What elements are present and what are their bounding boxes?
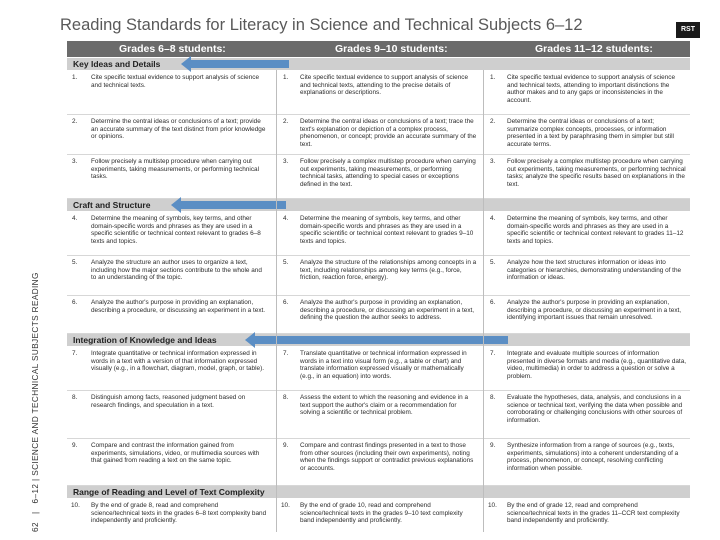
cell-grades-6-8: Determine the meaning of symbols, key terms, and other domain-specific words and phrases as they are used in a specific scientific or technical context relevant to grades 6–8 texts and topics.: [91, 215, 261, 245]
standard-number: 5.: [490, 259, 496, 266]
standard-number: 6.: [72, 299, 78, 306]
standard-number: 4.: [283, 215, 289, 222]
section-band-range-of-reading: [67, 486, 690, 498]
standard-number: 6.: [283, 299, 289, 306]
cell-grades-11-12: Cite specific textual evidence to support analysis of science and technical texts, attending to important distinctions the author makes and to any gaps or inconsistencies in the account.: [507, 74, 676, 104]
standard-number: 9.: [283, 442, 289, 449]
side-divider: |: [31, 506, 40, 520]
table-row: [67, 498, 690, 532]
cell-grades-6-8: Compare and contrast the information gained from experiments, simulations, video, or multimedia sources with that gained from reading a text on the same topic.: [91, 442, 260, 465]
table-row: [67, 438, 690, 486]
cell-grades-11-12: Evaluate the hypotheses, data, analysis, and conclusions in a science or technical text, verifying the data when possible and corroborating or challenging conclusions with other sources of information.: [507, 394, 683, 424]
standard-number: 1.: [283, 74, 289, 81]
cell-grades-9-10: Follow precisely a complex multistep procedure when carrying out experiments, taking measurements, or performing technical tasks, attending to special cases or exceptions defined in the text.: [300, 158, 476, 188]
cell-grades-11-12: By the end of grade 12, read and comprehend science/technical texts in the grades 11–CCR text complexity band independently and proficiently.: [507, 502, 680, 525]
cell-grades-9-10: By the end of grade 10, read and comprehend science/technical texts in the grades 9–10 text complexity band independently and proficiently.: [300, 502, 463, 525]
section-title: Range of Reading and Level of Text Complexity: [73, 487, 265, 497]
table-row: [67, 255, 690, 296]
standard-number: 2.: [283, 118, 289, 125]
cell-grades-11-12: Analyze the author's purpose in providing an explanation, describing a procedure, or discussing an experiment in a text, identifying important issues that remain unresolved.: [507, 299, 682, 322]
standard-number: 2.: [490, 118, 496, 125]
table-row: [67, 70, 690, 115]
section-band-craft-structure: [67, 199, 690, 211]
standard-number: 8.: [72, 394, 78, 401]
page-header: [60, 14, 700, 38]
column-header-9-10: Grades 9–10 students:: [335, 43, 448, 55]
side-section-label: 6–12 | SCIENCE AND TECHNICAL SUBJECTS READING: [31, 272, 40, 504]
cell-grades-9-10: Determine the central ideas or conclusions of a text; trace the text's explanation or depiction of a complex process, phenomenon, or concept; provide an accurate summary of the text.: [300, 118, 477, 148]
standard-number: 6.: [490, 299, 496, 306]
standard-number: 10.: [281, 502, 290, 509]
rst-badge: RST: [676, 22, 700, 38]
cell-grades-11-12: Determine the meaning of symbols, key terms, and other domain-specific words and phrases as they are used in a specific scientific or technical context relevant to grades 11–12 texts and topics.: [507, 215, 684, 245]
cell-grades-11-12: Follow precisely a complex multistep procedure when carrying out experiments, taking measurements, or performing technical tasks; analyze the specific results based on explanations in the text.: [507, 158, 686, 188]
cell-grades-6-8: Follow precisely a multistep procedure when carrying out experiments, taking measurements, or performing technical tasks.: [91, 158, 260, 181]
grade-column-header: [67, 41, 690, 57]
standard-number: 10.: [71, 502, 80, 509]
cell-grades-9-10: Assess the extent to which the reasoning and evidence in a text support the author's claim or a recommendation for solving a scientific or technical problem.: [300, 394, 469, 417]
standard-number: 3.: [490, 158, 496, 165]
cell-grades-9-10: Translate quantitative or technical information expressed in words in a text into visual form (e.g., a table or chart) and translate information expressed visually or mathematically (e.g., in an equation) into words.: [300, 350, 467, 380]
standard-number: 2.: [72, 118, 78, 125]
standard-number: 9.: [72, 442, 78, 449]
standard-number: 3.: [72, 158, 78, 165]
cell-grades-9-10: Analyze the author's purpose in providing an explanation, describing a procedure, or discussing an experiment in a text, defining the question the author seeks to address.: [300, 299, 475, 322]
cell-grades-11-12: Integrate and evaluate multiple sources of information presented in diverse formats and media (e.g., quantitative data, video, multimedia) in order to address a question or solve a problem.: [507, 350, 687, 380]
cell-grades-6-8: Determine the central ideas or conclusions of a text; provide an accurate summary of the text distinct from prior knowledge or opinions.: [91, 118, 266, 141]
cell-grades-11-12: Synthesize information from a range of sources (e.g., texts, experiments, simulations) into a coherent understanding of a process, phenomenon, or concept, resolving conflicting information when possible.: [507, 442, 679, 472]
column-header-6-8: Grades 6–8 students:: [119, 43, 226, 55]
standard-number: 8.: [283, 394, 289, 401]
table-row: [67, 114, 690, 155]
table-row: [67, 295, 690, 334]
column-divider: [276, 70, 277, 532]
table-row: [67, 211, 690, 256]
standard-number: 8.: [490, 394, 496, 401]
cell-grades-9-10: Determine the meaning of symbols, key terms, and other domain-specific words and phrases as they are used in a specific scientific or technical context relevant to grades 9–10 texts and topics.: [300, 215, 474, 245]
section-title: Key Ideas and Details: [73, 59, 161, 69]
cell-grades-6-8: Integrate quantitative or technical information expressed in words in a text with a version of that information expressed visually (e.g., in a flowchart, diagram, model, graph, or table).: [91, 350, 264, 373]
table-row: [67, 346, 690, 391]
cell-grades-6-8: Analyze the author's purpose in providing an explanation, describing a procedure, or discussing an experiment in a text.: [91, 299, 266, 314]
standard-number: 7.: [283, 350, 289, 357]
table-row: [67, 154, 690, 199]
section-title: Craft and Structure: [73, 200, 151, 210]
arrow-left-icon: [191, 60, 289, 68]
cell-grades-6-8: By the end of grade 8, read and comprehend science/technical texts in the grades 6–8 text complexity band independently and proficiently.: [91, 502, 267, 525]
standard-number: 3.: [283, 158, 289, 165]
standard-number: 10.: [488, 502, 497, 509]
section-band-key-ideas: [67, 58, 690, 70]
cell-grades-6-8: Analyze the structure an author uses to organize a text, including how the major sections contribute to the whole and to an understanding of the topic.: [91, 259, 262, 282]
standard-number: 9.: [490, 442, 496, 449]
page-title: Reading Standards for Literacy in Science and Technical Subjects 6–12: [60, 16, 583, 34]
section-title: Integration of Knowledge and Ideas: [73, 335, 217, 345]
cell-grades-11-12: Determine the central ideas or conclusions of a text; summarize complex concepts, processes, or information presented in a text by paraphrasing them in simpler but still accurate terms.: [507, 118, 674, 148]
standard-number: 1.: [490, 74, 496, 81]
standard-number: 5.: [283, 259, 289, 266]
standard-number: 7.: [490, 350, 496, 357]
cell-grades-9-10: Compare and contrast findings presented in a text to those from other sources (including their own experiments), noting when the findings support or contradict previous explanations or accounts.: [300, 442, 474, 472]
cell-grades-9-10: Cite specific textual evidence to support analysis of science and technical texts, attending to the precise details of explanations or descriptions.: [300, 74, 469, 97]
cell-grades-9-10: Analyze the structure of the relationships among concepts in a text, including relationships among key terms (e.g., force, friction, reaction force, energy).: [300, 259, 477, 282]
side-label: [31, 272, 40, 532]
cell-grades-6-8: Distinguish among facts, reasoned judgment based on research findings, and speculation in a text.: [91, 394, 246, 409]
standard-number: 1.: [72, 74, 78, 81]
cell-grades-6-8: Cite specific textual evidence to support analysis of science and technical texts.: [91, 74, 260, 89]
column-header-11-12: Grades 11–12 students:: [535, 43, 653, 55]
column-divider: [483, 70, 484, 532]
standard-number: 7.: [72, 350, 78, 357]
standard-number: 4.: [490, 215, 496, 222]
standard-number: 4.: [72, 215, 78, 222]
arrow-left-icon: [255, 336, 508, 344]
cell-grades-11-12: Analyze how the text structures information or ideas into categories or hierarchies, demonstrating understanding of the information or ideas.: [507, 259, 682, 282]
table-row: [67, 390, 690, 439]
standard-number: 5.: [72, 259, 78, 266]
side-margin: [18, 14, 44, 534]
arrow-left-icon: [181, 201, 286, 209]
page-number: 62: [31, 522, 40, 532]
